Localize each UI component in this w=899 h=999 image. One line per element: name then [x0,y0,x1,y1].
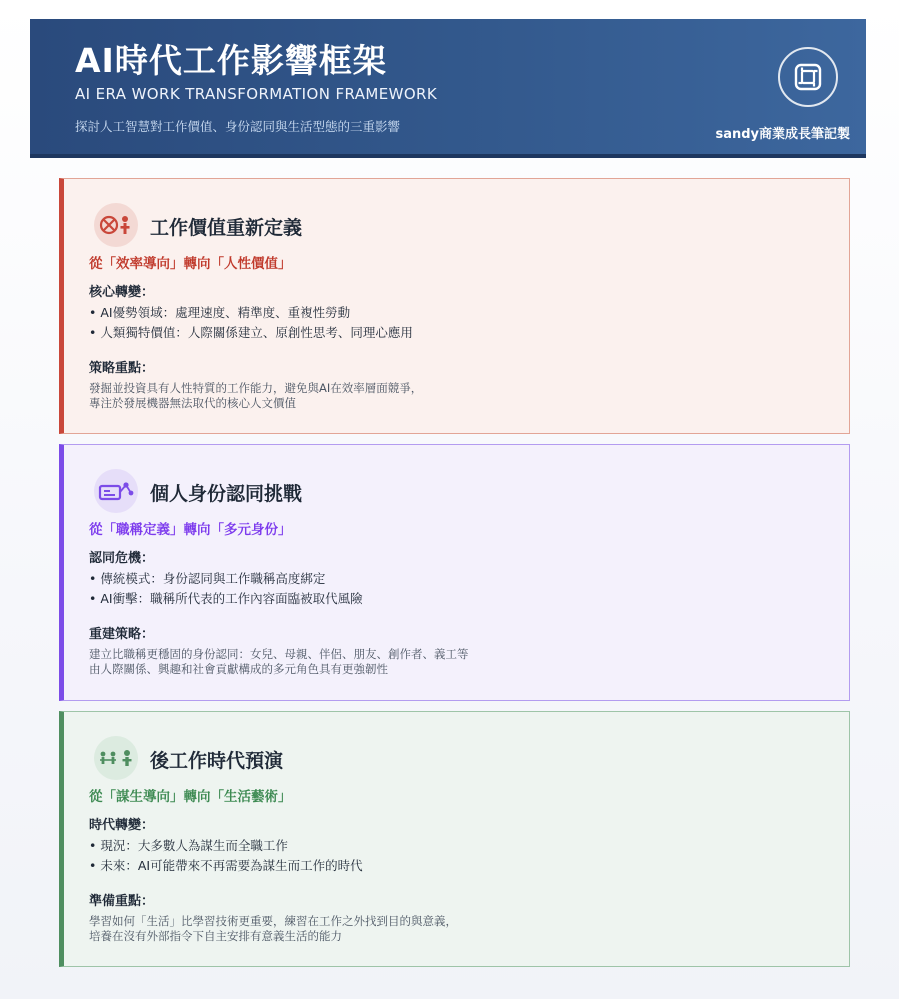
card-work-value [59,178,850,434]
page-subtitle-en: AI ERA WORK TRANSFORMATION FRAMEWORK [75,85,438,103]
strategy-line: 學習如何「生活」比學習技術更重要，練習在工作之外找到目的與意義， [89,914,457,928]
list-item: • AI優勢領域：處理速度、精準度、重複性勞動 [89,303,413,323]
strategy-text [89,914,457,944]
no-robot-person-icon [94,203,138,247]
card-title: 個人身份認同挑戰 [150,483,303,505]
card-shift: 從「職稱定義」轉向「多元身份」 [89,522,292,538]
section-heading: 重建策略： [89,627,155,642]
card-post-work [59,711,850,967]
author-credit: sandy商業成長筆記製 [715,127,850,142]
page-title: AI時代工作影響框架 [75,41,387,80]
card-shift: 從「效率導向」轉向「人性價值」 [89,256,292,272]
list-item: • 現況：大多數人為謀生而全職工作 [89,836,363,856]
page-tagline: 探討人工智慧對工作價值、身份認同與生活型態的三重影響 [75,119,401,134]
section-heading: 認同危機： [89,551,155,566]
card-shift: 從「謀生導向」轉向「生活藝術」 [89,789,292,805]
section-heading: 準備重點： [89,894,155,909]
list-item: • 人類獨特價值：人際關係建立、原創性思考、同理心應用 [89,323,413,343]
strategy-line: 建立比職稱更穩固的身份認同：女兒、母親、伴侶、朋友、創作者、義工等 [89,647,469,661]
section-heading: 核心轉變： [89,285,155,300]
strategy-line: 專注於發展機器無法取代的核心人文價值 [89,396,296,410]
section-heading: 策略重點： [89,361,155,376]
card-title: 後工作時代預演 [150,750,284,772]
list-item: • 未來：AI可能帶來不再需要為謀生而工作的時代 [89,856,363,876]
bullet-list [89,569,363,609]
people-group-icon [94,736,138,780]
card-identity [59,444,850,701]
list-item: • AI衝擊：職稱所代表的工作內容面臨被取代風險 [89,589,363,609]
strategy-line: 培養在沒有外部指令下自主安排有意義生活的能力 [89,929,342,943]
strategy-text [89,647,469,677]
list-item: • 傳統模式：身份認同與工作職稱高度綁定 [89,569,363,589]
frame-icon [778,47,838,107]
strategy-line: 由人際關係、興趣和社會貢獻構成的多元角色具有更強韌性 [89,662,388,676]
strategy-line: 發掘並投資具有人性特質的工作能力，避免與AI在效率層面競爭， [89,381,423,395]
bullet-list [89,303,413,343]
header-banner [30,19,866,158]
strategy-text [89,381,422,411]
id-card-network-icon [94,469,138,513]
card-title: 工作價值重新定義 [150,217,303,239]
bullet-list [89,836,363,876]
section-heading: 時代轉變： [89,818,155,833]
